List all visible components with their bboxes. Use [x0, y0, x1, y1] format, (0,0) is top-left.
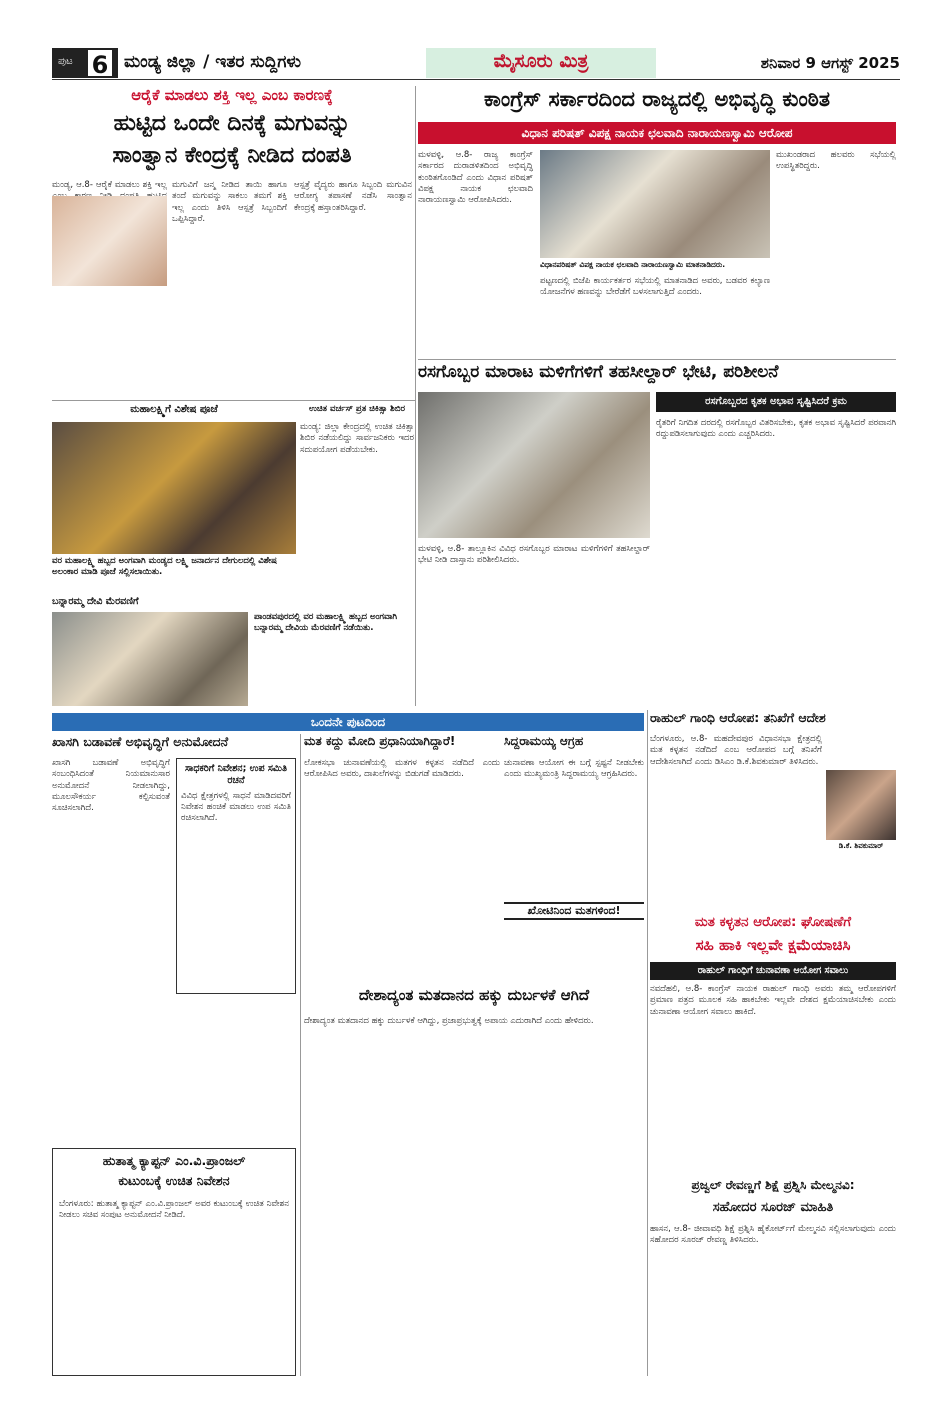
section-title: ಮಂಡ್ಯ ಜಿಲ್ಲಾ / ಇತರ ಸುದ್ದಿಗಳು — [124, 52, 302, 72]
column-divider — [300, 734, 301, 1376]
box-body: ಬೆಂಗಳೂರು: ಹುತಾತ್ಮ ಕ್ಯಾಪ್ಟನ್ ಎಂ.ವಿ.ಪ್ರಾಂಜಲ್ ಅವರ ಕುಟುಂಬಕ್ಕೆ ಉಚಿತ ನಿವೇಶನ ನೀಡಲು ಸಚಿವ ಸಂಪುಟ ಅನುಮೋದನೆ ನೀಡಿದೆ. — [59, 1199, 289, 1221]
continued-col-3 — [504, 734, 644, 980]
story-headline-2: ಸಹಿ ಹಾಕಿ ಇಲ್ಲವೇ ಕ್ಷಮೆಯಾಚಿಸಿ — [695, 936, 851, 954]
story-headline: ರಸಗೊಬ್ಬರ ಮಾರಾಟ ಮಳಿಗೆಗಳಿಗೆ ತಹಸೀಲ್ದಾರ್ ಭೇಟಿ, ಪರಿಶೀಲನೆ — [418, 362, 779, 382]
story-kicker: ಆರೈಕೆ ಮಾಡಲು ಶಕ್ತಿ ಇಲ್ಲ ಎಂಬ ಕಾರಣಕ್ಕೆ — [131, 86, 333, 104]
warehouse-photo — [418, 392, 650, 538]
prajwal-story — [650, 1178, 896, 1376]
box-body: ವಿವಿಧ ಕ್ಷೇತ್ರಗಳಲ್ಲಿ ಸಾಧನೆ ಮಾಡಿದವರಿಗೆ ನಿವೇಶನ ಹಂಚಿಕೆ ಮಾಡಲು ಉಪ ಸಮಿತಿ ರಚಿಸಲಾಗಿದೆ. — [181, 790, 291, 824]
story-body: ಬೆಂಗಳೂರು, ಆ.8- ಮಹದೇವಪುರ ವಿಧಾನಸಭಾ ಕ್ಷೇತ್ರದಲ್ಲಿ ಮತ ಕಳ್ಳತನ ನಡೆದಿದೆ ಎಂಬ ಆರೋಪದ ಬಗ್ಗೆ ತನಿಖೆಗೆ ಆದೇಶಿಸಲಾಗಿದೆ ಎಂದು ಡಿಸಿಎಂ ಡಿ.ಕೆ.ಶಿವಕುಮಾರ್ ತಿಳಿಸಿದರು. — [650, 734, 822, 767]
temple-photo — [52, 422, 296, 554]
captain-box — [52, 1148, 296, 1376]
story-body: ಹಾಸನ, ಆ.8- ಜೀವಾವಧಿ ಶಿಕ್ಷೆ ಪ್ರಶ್ನಿಸಿ ಹೈಕೋರ್ಟ್‌ಗೆ ಮೇಲ್ಮನವಿ ಸಲ್ಲಿಸಲಾಗುವುದು ಎಂದು ಸಹೋದರ ಸೂರಜ್ ರೇವಣ್ಣ ತಿಳಿಸಿದರು. — [650, 1224, 896, 1246]
masthead-logo: ಮೈಸೂರು ಮಿತ್ರ — [493, 50, 589, 72]
procession-block — [52, 596, 416, 706]
box-title-2: ಕುಟುಂಬಕ್ಕೆ ಉಚಿತ ನಿವೇಶನ — [118, 1173, 230, 1188]
story-headline: ಸಿದ್ದರಾಮಯ್ಯ ಆಗ್ರಹ — [504, 734, 584, 748]
row-divider — [418, 359, 896, 360]
issue-date: ಶನಿವಾರ 9 ಆಗಸ್ಟ್ 2025 — [760, 54, 900, 72]
story-congress — [418, 86, 896, 358]
continued-col-2 — [304, 734, 500, 980]
temple-block — [52, 404, 296, 594]
story-body: ಪಟ್ಟಣದಲ್ಲಿ ಬಿಜೆಪಿ ಕಾರ್ಯಕರ್ತರ ಸಭೆಯಲ್ಲಿ ಮಾತನಾಡಿದ ಅವರು, ಬಡವರ ಕಲ್ಯಾಣ ಯೋಜನೆಗಳ ಹಣವನ್ನು ಬೇರೆಡೆಗೆ ಬಳಸಲಾಗುತ್ತಿದೆ ಎಂದರು. — [540, 276, 770, 298]
rahul-story — [650, 710, 896, 910]
story-headline: ಮತ ಕದ್ದು ಮೋದಿ ಪ್ರಧಾನಿಯಾಗಿದ್ದಾರೆ! — [304, 734, 456, 748]
votes-story — [304, 986, 644, 1376]
column-divider — [647, 710, 648, 1376]
continued-col-1 — [52, 734, 296, 1144]
story-body: ಆಸ್ಪತ್ರೆ ವೈದ್ಯರು ಹಾಗೂ ಸಿಬ್ಬಂದಿ ಮಗುವಿನ ಆರೋಗ್ಯ ತಪಾಸಣೆ ನಡೆಸಿ ಸಾಂತ್ವಾನ ಕೇಂದ್ರಕ್ಕೆ ಹಸ್ತಾಂತರಿಸಿದ್ದಾರೆ. — [294, 180, 412, 213]
story-headline-2: ಸಾಂತ್ವಾನ ಕೇಂದ್ರಕ್ಕೆ ನೀಡಿದ ದಂಪತಿ — [112, 143, 352, 168]
photo-caption: ವಿಧಾನಪರಿಷತ್ ವಿಪಕ್ಷ ನಾಯಕ ಛಲವಾದಿ ನಾರಾಯಣಸ್ವಾಮಿ ಮಾತನಾಡಿದರು. — [540, 260, 726, 269]
header-rule — [52, 79, 900, 80]
story-subhead: ರಾಹುಲ್ ಗಾಂಧಿಗೆ ಚುನಾವಣಾ ಆಯೋಗ ಸವಾಲು — [650, 962, 896, 980]
story-body: ನವದೆಹಲಿ, ಆ.8- ಕಾಂಗ್ರೆಸ್ ನಾಯಕ ರಾಹುಲ್ ಗಾಂಧಿ ಅವರು ತಮ್ಮ ಆರೋಪಗಳಿಗೆ ಪ್ರಮಾಣ ಪತ್ರದ ಮೂಲಕ ಸಹಿ ಹಾಕಬೇಕು ಇಲ್ಲವೇ ದೇಶದ ಕ್ಷಮೆಯಾಚಿಸಬೇಕು ಎಂದು ಚುನಾವಣಾ ಆಯೋಗ ಸವಾಲು ಹಾಕಿದೆ. — [650, 984, 896, 1017]
page-number-badge — [52, 48, 118, 78]
temple-caption: ವರ ಮಹಾಲಕ್ಷ್ಮಿ ಹಬ್ಬದ ಅಂಗವಾಗಿ ಮಂಡ್ಯದ ಲಕ್ಷ್ಮಿ ಜನಾರ್ದನ ದೇಗುಲದಲ್ಲಿ ವಿಶೇಷ ಅಲಂಕಾರ ಮಾಡಿ ಪೂಜೆ ಸಲ್ಲಿಸಲಾಯಿತು. — [52, 556, 277, 578]
photo-caption: ಡಿ.ಕೆ. ಶಿವಕುಮಾರ್ — [838, 842, 884, 850]
stolen-votes-box: ಖೋಟಿನಿಂದ ಮತಗಳಿಂದ! — [504, 902, 644, 920]
masthead-box — [426, 48, 656, 78]
story-body: ಮಂಡ್ಯ, ಆ.8- ಆರೈಕೆ ಮಾಡಲು ಶಕ್ತಿ ಇಲ್ಲ — [52, 180, 167, 190]
story-headline: ಖಾಸಗಿ ಬಡಾವಣೆ ಅಭಿವೃದ್ಧಿಗೆ ಅನುಮೋದನೆ — [52, 734, 229, 749]
story-headline-2: ಸಹೋದರ ಸೂರಜ್ ಮಾಹಿತಿ — [712, 1200, 834, 1215]
camp-title: ಉಚಿತ ವರ್ಚಸ್ ಪ್ರತ ಚಿಕಿತ್ಸಾ ಶಿಬಿರ — [308, 404, 406, 414]
story-body: ಮುಖಂಡರಾದ ಹಲವರು ಸಭೆಯಲ್ಲಿ ಉಪಸ್ಥಿತರಿದ್ದರು. — [776, 150, 896, 172]
procession-photo — [52, 612, 248, 706]
continued-strip: ಒಂದನೇ ಪುಟದಿಂದ — [52, 713, 644, 731]
story-fertilizer — [418, 362, 896, 706]
story-hospital — [52, 86, 412, 396]
story-headline: ಪ್ರಜ್ವಲ್ ರೇವಣ್ಣಗೆ ಶಿಕ್ಷೆ ಪ್ರಶ್ನಿಸಿ ಮೇಲ್ಮನವಿ: — [691, 1178, 855, 1192]
meeting-photo — [540, 150, 770, 258]
sites-subcommittee-box — [176, 758, 296, 994]
story-subhead: ರಸಗೊಬ್ಬರದ ಕೃತಕ ಅಭಾವ ಸೃಷ್ಟಿಸಿದರೆ ಕ್ರಮ — [656, 392, 896, 412]
story-body: ಮಳವಳ್ಳಿ, ಆ.8- ರಾಜ್ಯ ಕಾಂಗ್ರೆಸ್ ಸರ್ಕಾರದ ದುರಾಡಳಿತದಿಂದ ಅಭಿವೃದ್ಧಿ ಕುಂಠಿತಗೊಂಡಿದೆ ಎಂದು ವಿಧಾನ ಪರಿಷತ್ ವಿಪಕ್ಷ ನಾಯಕ ಛಲವಾದಿ ನಾರಾಯಣಸ್ವಾಮಿ ಆರೋಪಿಸಿದರು. — [418, 150, 533, 206]
page-number: 6 — [86, 48, 114, 78]
story-headline: ಕಾಂಗ್ರೆಸ್ ಸರ್ಕಾರದಿಂದ ರಾಜ್ಯದಲ್ಲಿ ಅಭಿವೃದ್ಧಿ ಕುಂಠಿತ — [483, 87, 830, 111]
row-divider — [52, 400, 416, 401]
box-title: ಸಾಧಕರಿಗೆ ನಿವೇಶನ; ಉಪ ಸಮಿತಿ ರಚನೆ — [184, 763, 288, 786]
story-body: ರೈತರಿಗೆ ನಿಗದಿತ ದರದಲ್ಲಿ ರಸಗೊಬ್ಬರ ವಿತರಿಸಬೇಕು, ಕೃತಕ ಅಭಾವ ಸೃಷ್ಟಿಸಿದರೆ ಪರವಾನಗಿ ರದ್ದುಪಡಿಸಲಾಗುವುದು ಎಂದು ಎಚ್ಚರಿಸಿದರು. — [656, 418, 896, 440]
procession-caption: ಪಾಂಡವಪುರದಲ್ಲಿ ವರ ಮಹಾಲಕ್ಷ್ಮಿ ಹಬ್ಬದ ಅಂಗವಾಗಿ ಬನ್ನಾರಮ್ಮ ದೇವಿಯ ಮೆರವಣಿಗೆ ನಡೆಯಿತು. — [254, 612, 398, 634]
story-headline: ರಾಹುಲ್ ಗಾಂಧಿ ಆರೋಪ: ತನಿಖೆಗೆ ಆದೇಶ — [650, 710, 826, 725]
page-label: ಪುಟ — [58, 56, 73, 67]
story-body: ಖಾಸಗಿ ಬಡಾವಣೆ ಅಭಿವೃದ್ಧಿಗೆ ಸಂಬಂಧಿಸಿದಂತೆ ನಿಯಮಾನುಸಾರ ಅನುಮೋದನೆ ನೀಡಲಾಗಿದ್ದು, ಮೂಲಸೌಕರ್ಯ ಕಲ್ಪಿಸುವಂತೆ ಸೂಚಿಸಲಾಗಿದೆ. — [52, 758, 170, 814]
procession-title: ಬನ್ನಾರಮ್ಮ ದೇವಿ ಮೆರವಣಿಗೆ — [52, 596, 139, 607]
ec-story — [650, 914, 896, 1172]
story-body: ಮಳವಳ್ಳಿ, ಆ.8- ತಾಲ್ಲೂಕಿನ ವಿವಿಧ ರಸಗೊಬ್ಬರ ಮಾರಾಟ ಮಳಿಗೆಗಳಿಗೆ ತಹಸೀಲ್ದಾರ್ ಭೇಟಿ ನೀಡಿ ದಾಸ್ತಾನು ಪರಿಶೀಲಿಸಿದರು. — [418, 544, 650, 566]
baby-photo — [52, 196, 167, 286]
temple-title: ಮಹಾಲಕ್ಷ್ಮಿಗೆ ವಿಶೇಷ ಪೂಜೆ — [130, 404, 218, 415]
box-title: ಹುತಾತ್ಮ ಕ್ಯಾಪ್ಟನ್ ಎಂ.ವಿ.ಪ್ರಾಂಜಲ್ — [102, 1153, 246, 1168]
column-divider — [415, 86, 416, 706]
story-headline: ದೇಶಾದ್ಯಂತ ಮತದಾನದ ಹಕ್ಕು ದುರ್ಬಳಕೆ ಆಗಿದೆ — [358, 986, 590, 1004]
story-body: ಲೋಕಸಭಾ ಚುನಾವಣೆಯಲ್ಲಿ ಮತಗಳ ಕಳ್ಳತನ ನಡೆದಿದೆ ಎಂದು ಆರೋಪಿಸಿದ ಅವರು, ದಾಖಲೆಗಳನ್ನು ಬಿಡುಗಡೆ ಮಾಡಿದರು. — [304, 758, 500, 780]
story-body: ಚುನಾವಣಾ ಆಯೋಗ ಈ ಬಗ್ಗೆ ಸ್ಪಷ್ಟನೆ ನೀಡಬೇಕು ಎಂದು ಮುಖ್ಯಮಂತ್ರಿ ಸಿದ್ದರಾಮಯ್ಯ ಆಗ್ರಹಿಸಿದರು. — [504, 758, 644, 780]
camp-body: ಮಂಡ್ಯ: ಜಿಲ್ಲಾ ಕೇಂದ್ರದಲ್ಲಿ ಉಚಿತ ಚಿಕಿತ್ಸಾ ಶಿಬಿರ ನಡೆಯಲಿದ್ದು ಸಾರ್ವಜನಿಕರು ಇದರ ಸದುಪಯೋಗ ಪಡೆಯಬೇಕು. — [300, 422, 414, 455]
medical-camp-box — [300, 404, 414, 594]
story-headline: ಹುಟ್ಟಿದ ಒಂದೇ ದಿನಕ್ಕೆ ಮಗುವನ್ನು — [113, 111, 351, 136]
story-headline: ಮತ ಕಳ್ಳತನ ಆರೋಪ: ಘೋಷಣೆಗೆ — [694, 914, 852, 930]
story-body: ದೇಶಾದ್ಯಂತ ಮತದಾನದ ಹಕ್ಕು ದುರ್ಬಳಕೆ ಆಗಿದ್ದು, ಪ್ರಜಾಪ್ರಭುತ್ವಕ್ಕೆ ಅಪಾಯ ಎದುರಾಗಿದೆ ಎಂದು ಹೇಳಿದರು. — [304, 1016, 594, 1026]
story-body: ಮಗುವಿಗೆ ಜನ್ಮ ನೀಡಿದ ತಾಯಿ ಹಾಗೂ ತಂದೆ ಮಗುವನ್ನು ಸಾಕಲು ತಮಗೆ ಶಕ್ತಿ ಇಲ್ಲ ಎಂದು ತಿಳಿಸಿ ಆಸ್ಪತ್ರೆ ಸಿಬ್ಬಂದಿಗೆ ಒಪ್ಪಿಸಿದ್ದಾರೆ. — [172, 180, 287, 224]
story-subhead: ವಿಧಾನ ಪರಿಷತ್ ವಿಪಕ್ಷ ನಾಯಕ ಛಲವಾದಿ ನಾರಾಯಣಸ್ವಾಮಿ ಆರೋಪ — [418, 122, 896, 144]
page-header — [52, 48, 900, 80]
dks-photo — [826, 770, 896, 840]
